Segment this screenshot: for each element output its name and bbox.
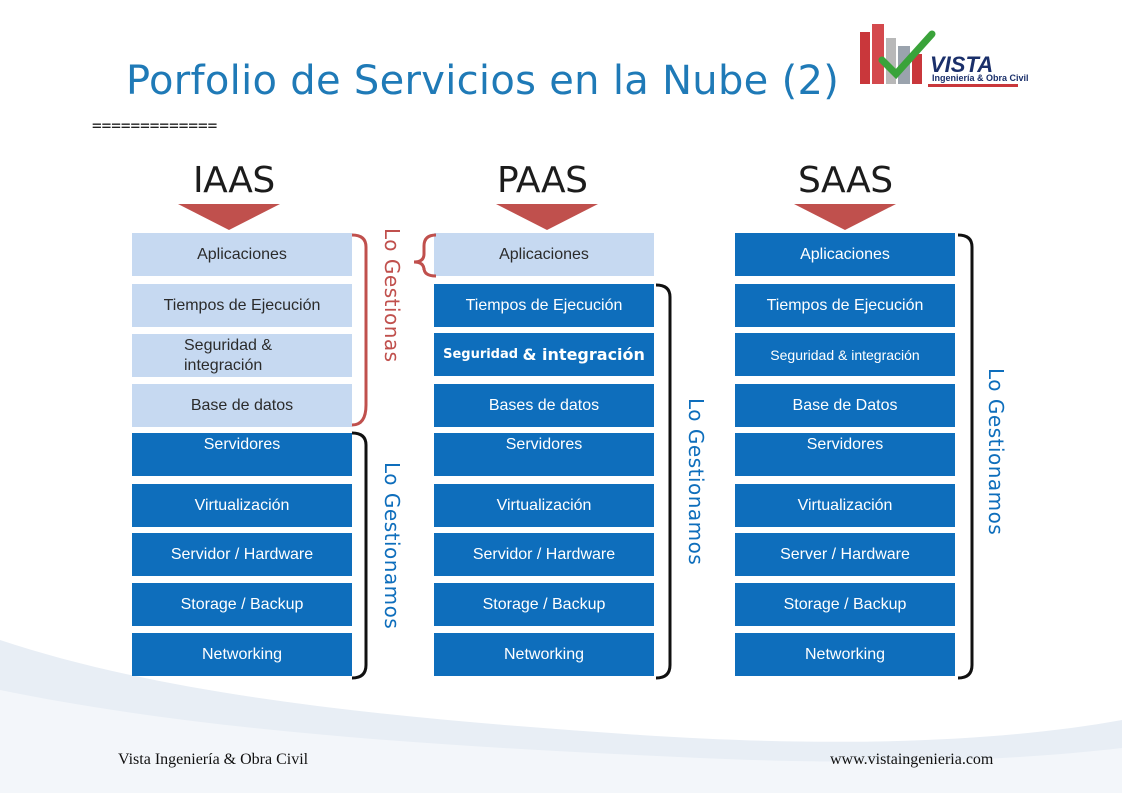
label-lo-gestionamos-paas: Lo Gestionamos — [684, 398, 708, 566]
paas-layer-servidor-hardware: Servidor / Hardware — [434, 533, 654, 576]
heading-paas: PAAS — [497, 160, 588, 201]
paas-layer-bases-datos: Bases de datos — [434, 384, 654, 427]
paas-integracion-label: & integración — [522, 344, 645, 364]
footer-website-link[interactable]: www.vistaingenieria.com — [830, 751, 994, 768]
paas-layer-tiempos: Tiempos de Ejecución — [434, 284, 654, 327]
label-lo-gestionamos-saas: Lo Gestionamos — [984, 368, 1008, 536]
paas-layer-aplicaciones: Aplicaciones — [434, 233, 654, 276]
saas-layer-virtualizacion: Virtualización — [735, 484, 955, 527]
iaas-layer-virtualizacion: Virtualización — [132, 484, 352, 527]
arrow-down-icon — [794, 204, 896, 230]
label-lo-gestionas: Lo Gestionas — [380, 228, 404, 363]
saas-layer-aplicaciones: Aplicaciones — [735, 233, 955, 276]
title-underline: ============= — [92, 116, 218, 135]
heading-iaas: IAAS — [193, 160, 275, 201]
paas-layer-servidores: Servidores — [434, 433, 654, 476]
arrow-down-icon — [496, 204, 598, 230]
iaas-layer-servidor-hardware: Servidor / Hardware — [132, 533, 352, 576]
saas-layer-networking: Networking — [735, 633, 955, 676]
iaas-layer-aplicaciones: Aplicaciones — [132, 233, 352, 276]
logo-name: VISTA — [930, 52, 994, 77]
paas-layer-networking: Networking — [434, 633, 654, 676]
paas-seguridad-label: Seguridad — [443, 346, 519, 362]
label-lo-gestionamos-iaas: Lo Gestionamos — [380, 462, 404, 630]
paas-layer-seguridad — [434, 333, 654, 376]
heading-saas: SAAS — [798, 160, 893, 201]
saas-layer-base-datos: Base de Datos — [735, 384, 955, 427]
iaas-layer-seguridad: Seguridad & integración — [132, 334, 352, 377]
saas-layer-tiempos: Tiempos de Ejecución — [735, 284, 955, 327]
iaas-layer-tiempos: Tiempos de Ejecución — [132, 284, 352, 327]
saas-layer-storage: Storage / Backup — [735, 583, 955, 626]
iaas-layer-servidores: Servidores — [132, 433, 352, 476]
logo-tagline: Ingeniería & Obra Civil — [932, 73, 1029, 83]
iaas-layer-storage: Storage / Backup — [132, 583, 352, 626]
saas-layer-seguridad: Seguridad & integración — [735, 333, 955, 376]
slide-title: Porfolio de Servicios en la Nube (2) — [126, 58, 840, 104]
iaas-layer-networking: Networking — [132, 633, 352, 676]
saas-layer-server-hardware: Server / Hardware — [735, 533, 955, 576]
paas-layer-virtualizacion: Virtualización — [434, 484, 654, 527]
iaas-layer-base-datos: Base de datos — [132, 384, 352, 427]
arrow-down-icon — [178, 204, 280, 230]
saas-layer-servidores: Servidores — [735, 433, 955, 476]
paas-layer-storage: Storage / Backup — [434, 583, 654, 626]
footer-company: Vista Ingeniería & Obra Civil — [118, 751, 309, 768]
